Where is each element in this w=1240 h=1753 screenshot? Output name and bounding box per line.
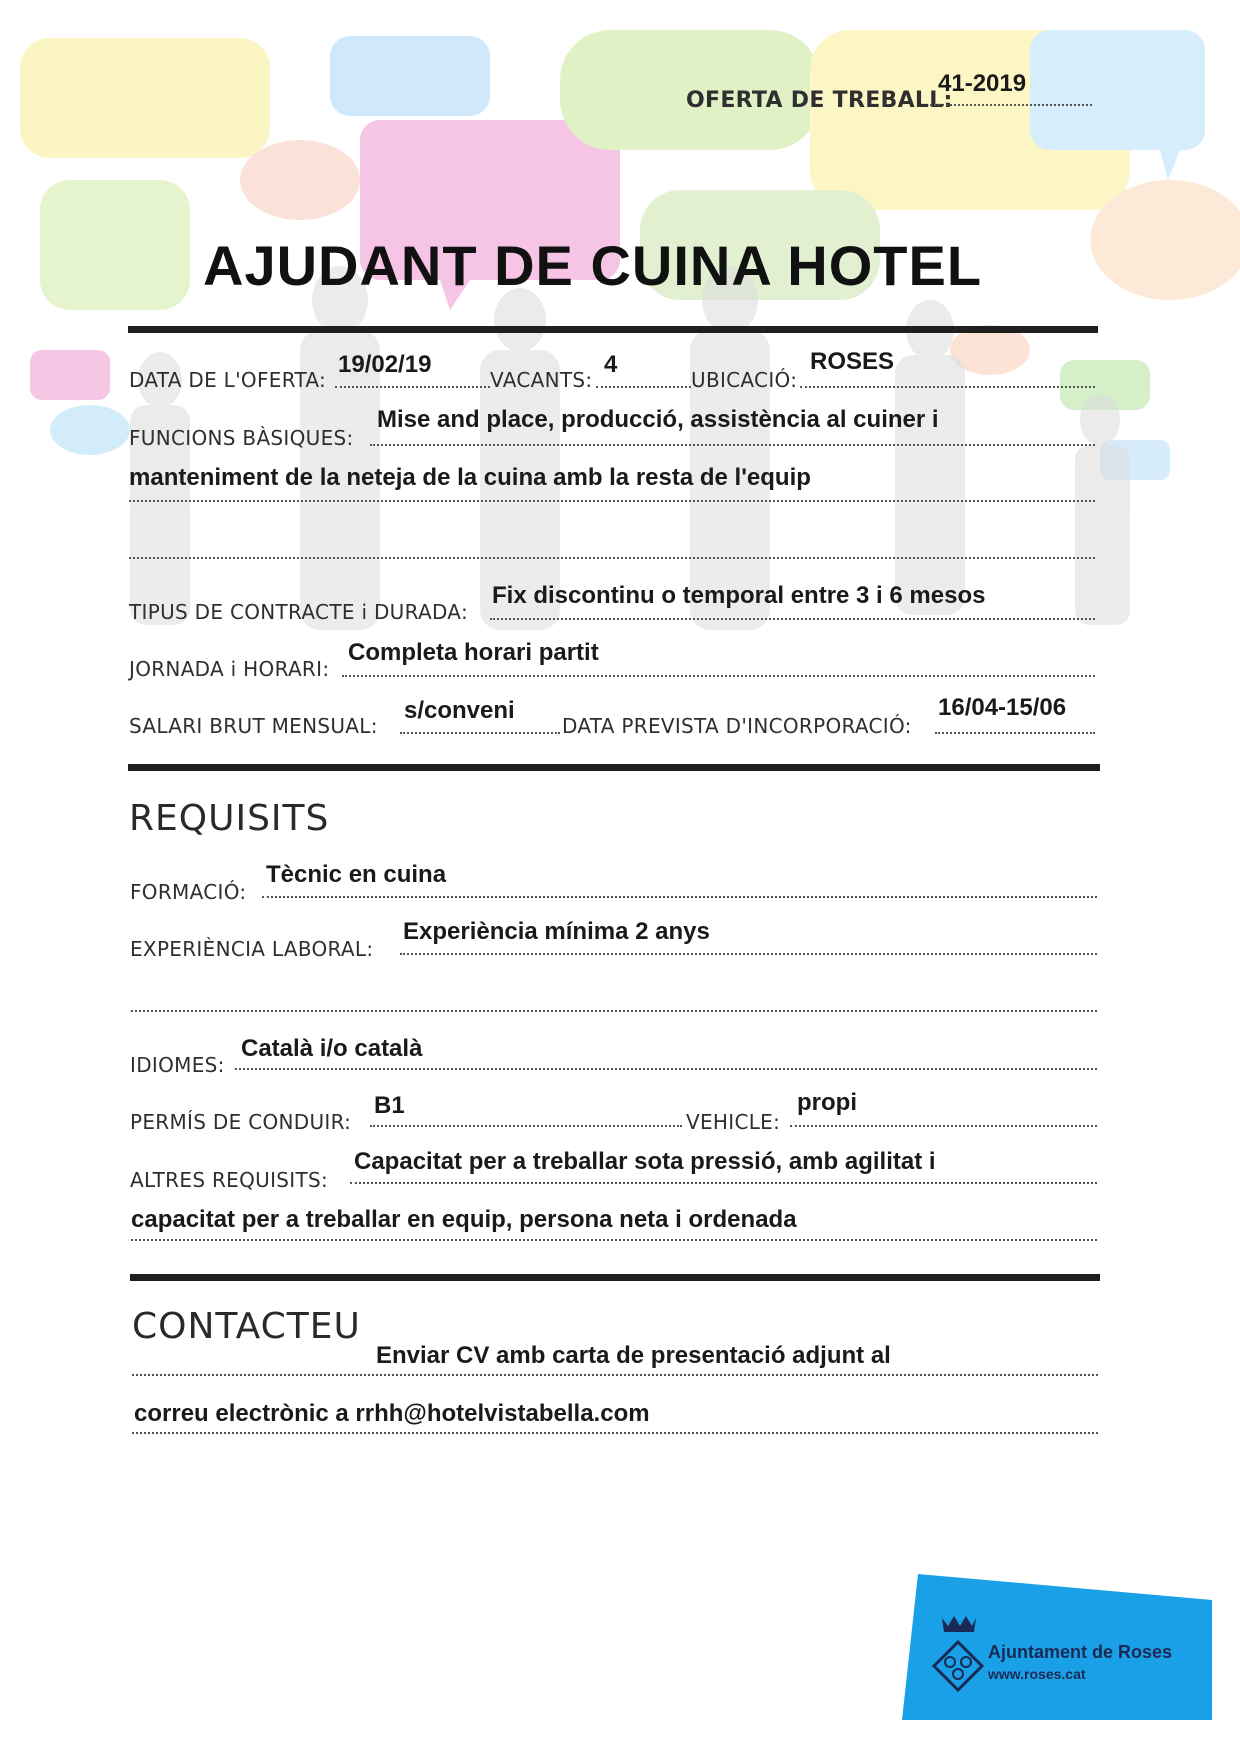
contract-label: TIPUS DE CONTRACTE i DURADA:	[129, 600, 468, 624]
requirements-heading: REQUISITS	[129, 798, 330, 839]
functions-line-1: Mise and place, producció, assistència al cuiner i	[377, 406, 939, 433]
offer-label: OFERTA DE TREBALL:	[686, 88, 953, 113]
license-dots	[370, 1125, 682, 1127]
start-label: DATA PREVISTA D'INCORPORACIÓ:	[562, 714, 912, 738]
other-dots-2	[131, 1239, 1097, 1241]
crown-shield-icon	[930, 1612, 986, 1698]
training-value: Tècnic en cuina	[266, 861, 447, 888]
offer-dots	[930, 104, 1092, 106]
salary-dots	[400, 732, 560, 734]
license-label: PERMÍS DE CONDUIR:	[130, 1110, 352, 1134]
schedule-dots	[342, 675, 1095, 677]
section-divider	[128, 764, 1100, 771]
vacancies-value: 4	[604, 351, 618, 378]
salary-label: SALARI BRUT MENSUAL:	[129, 714, 378, 738]
page-title: AJUDANT DE CUINA HOTEL	[203, 234, 983, 297]
date-label: DATA DE L'OFERTA:	[129, 368, 327, 392]
experience-value: Experiència mínima 2 anys	[403, 918, 710, 945]
functions-line-2: manteniment de la neteja de la cuina amb la resta de l'equip	[129, 464, 811, 491]
vehicle-label: VEHICLE:	[686, 1110, 781, 1134]
functions-dots-1	[370, 444, 1095, 446]
other-dots-1	[350, 1182, 1097, 1184]
contract-dots	[490, 618, 1095, 620]
location-dots	[800, 386, 1095, 388]
logo-name: Ajuntament de Roses	[988, 1642, 1173, 1662]
offer-number: 41-2019	[938, 70, 1027, 97]
license-value: B1	[374, 1092, 405, 1119]
schedule-value: Completa horari partit	[348, 639, 599, 666]
training-dots	[262, 896, 1097, 898]
languages-dots	[235, 1068, 1097, 1070]
other-line-2: capacitat per a treballar en equip, persona neta i ordenada	[131, 1206, 797, 1233]
date-dots	[335, 386, 490, 388]
contact-heading: CONTACTEU	[132, 1306, 361, 1347]
training-label: FORMACIÓ:	[130, 880, 247, 904]
languages-label: IDIOMES:	[130, 1053, 225, 1077]
vacancies-dots	[596, 386, 691, 388]
ajuntament-logo	[902, 1574, 1212, 1720]
schedule-label: JORNADA i HORARI:	[129, 657, 330, 681]
contract-value: Fix discontinu o temporal entre 3 i 6 mesos	[492, 582, 986, 609]
vehicle-value: propi	[797, 1089, 857, 1116]
other-label: ALTRES REQUISITS:	[130, 1168, 329, 1192]
other-line-1: Capacitat per a treballar sota pressió, amb agilitat i	[354, 1148, 936, 1175]
location-label: UBICACIÓ:	[691, 368, 798, 392]
offer-date: 19/02/19	[338, 351, 432, 378]
contact-dots-2	[132, 1432, 1098, 1434]
section-divider	[130, 1274, 1100, 1281]
experience-dots-2	[131, 1010, 1097, 1012]
contact-line-2: correu electrònic a rrhh@hotelvistabella.com	[134, 1400, 650, 1427]
vacancies-label: VACANTS:	[490, 368, 593, 392]
languages-value: Català i/o català	[241, 1035, 423, 1062]
functions-dots-2	[129, 500, 1095, 502]
functions-label: FUNCIONS BÀSIQUES:	[129, 426, 354, 450]
start-dots	[935, 732, 1095, 734]
salary-value: s/conveni	[404, 697, 515, 724]
experience-dots	[400, 953, 1097, 955]
start-value: 16/04-15/06	[938, 694, 1067, 721]
contact-line-1: Enviar CV amb carta de presentació adjunt al	[376, 1342, 891, 1369]
logo-url: www.roses.cat	[988, 1666, 1086, 1682]
section-divider	[128, 326, 1098, 333]
location-value: ROSES	[810, 348, 895, 375]
vehicle-dots	[790, 1125, 1097, 1127]
functions-dots-3	[129, 557, 1095, 559]
contact-dots-1	[132, 1374, 1098, 1376]
experience-label: EXPERIÈNCIA LABORAL:	[130, 937, 374, 961]
